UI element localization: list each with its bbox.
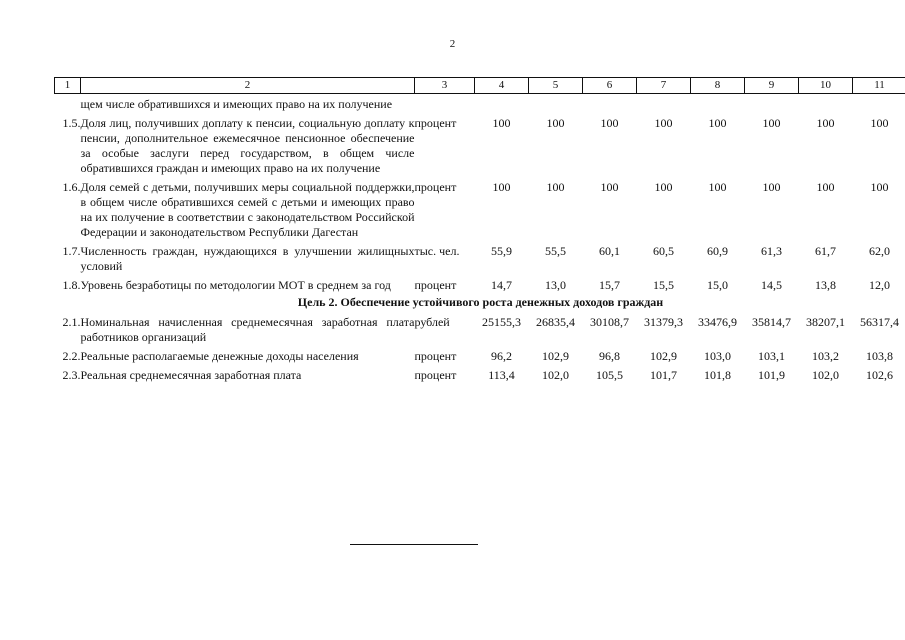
indicator-value: 100 [546,180,565,194]
indicator-value: 100 [816,180,835,194]
indicator-value: 60,9 [707,244,728,258]
indicator-value: 12,0 [869,278,890,292]
indicator-value: 100 [870,180,889,194]
indicator-value: 55,5 [545,244,566,258]
indicator-value: 14,7 [491,278,512,292]
column-header: 11 [853,78,905,94]
indicator-name: Численность граждан, нуждающихся в улучшении жилищных условий [80,244,415,273]
unit-of-measure: процент [414,278,457,292]
indicator-value: 13,8 [815,278,836,292]
column-header: 9 [745,78,799,94]
column-header: 4 [475,78,529,94]
row-number: 2.1. [62,315,81,329]
table-body-goal-1 [55,94,905,294]
indicator-value: 103,0 [704,349,731,363]
indicator-value: 14,5 [761,278,782,292]
goal-heading: Цель 2. Обеспечение устойчивого роста денежных доходов граждан [297,295,664,309]
unit-of-measure: рублей [414,315,450,329]
table-body-goal-2 [55,311,905,383]
indicator-name: Доля лиц, получивших доплату к пенсии, социальную доплату к пенсии, дополнительное ежемесячное пенсионное обеспечение за особые заслуги перед государством, в общем числе обратившихся граждан и имеющих право на их получение [80,116,415,175]
indicator-value: 100 [654,116,673,130]
indicator-value: 102,0 [542,368,569,382]
indicator-value: 100 [600,116,619,130]
table-row [55,176,905,240]
indicator-value: 60,1 [599,244,620,258]
goal-row [55,293,905,311]
table-row [55,274,905,293]
indicator-value: 26835,4 [536,315,575,329]
unit-of-measure: процент [414,349,457,363]
indicator-value: 101,7 [650,368,677,382]
indicator-value: 100 [762,116,781,130]
indicator-value: 113,4 [488,368,515,382]
table-row [55,345,905,364]
separator-line [350,544,478,545]
indicator-value: 55,9 [491,244,512,258]
indicator-name: Номинальная начисленная среднемесячная заработная плата работников организаций [80,315,415,344]
indicator-value: 101,9 [758,368,785,382]
indicator-value: 15,0 [707,278,728,292]
row-number: 1.7. [62,244,81,258]
row-number: 1.8. [62,278,81,292]
indicator-value: 100 [870,116,889,130]
indicator-value: 100 [654,180,673,194]
table-row [55,112,905,176]
indicator-value: 33476,9 [698,315,737,329]
row-number: 2.3. [62,368,81,382]
indicator-value: 100 [600,180,619,194]
indicator-name: щем числе обратившихся и имеющих право на их получение [80,97,393,111]
page-number: 2 [449,38,456,50]
indicator-value: 56317,4 [860,315,899,329]
column-header: 3 [415,78,475,94]
indicator-value: 102,0 [812,368,839,382]
table-row [55,364,905,383]
indicator-name: Реальные располагаемые денежные доходы населения [80,349,359,363]
indicator-value: 100 [708,180,727,194]
goal-section [55,293,905,311]
unit-of-measure: тыс. чел. [414,244,460,258]
indicator-value: 25155,3 [482,315,521,329]
row-number: 1.6. [62,180,81,194]
column-header: 2 [81,78,415,94]
indicator-value: 61,7 [815,244,836,258]
indicator-value: 62,0 [869,244,890,258]
indicator-value: 15,7 [599,278,620,292]
indicator-value: 31379,3 [644,315,683,329]
indicator-value: 60,5 [653,244,674,258]
indicator-value: 102,9 [542,349,569,363]
column-header: 10 [799,78,853,94]
indicator-value: 38207,1 [806,315,845,329]
indicator-value: 61,3 [761,244,782,258]
column-header: 1 [55,78,81,94]
indicator-value: 96,2 [491,349,512,363]
indicator-value: 103,2 [812,349,839,363]
indicator-value: 30108,7 [590,315,629,329]
unit-of-measure: процент [414,116,457,130]
row-number: 2.2. [62,349,81,363]
table-row [55,311,905,345]
indicator-value: 96,8 [599,349,620,363]
continuation-row [55,94,905,113]
indicator-value: 100 [546,116,565,130]
indicator-value: 102,9 [650,349,677,363]
indicator-value: 100 [708,116,727,130]
indicator-value: 105,5 [596,368,623,382]
table-row [55,240,905,274]
indicator-value: 101,8 [704,368,731,382]
indicator-name: Уровень безработицы по методологии МОТ в среднем за год [80,278,391,292]
row-number: 1.5. [62,116,81,130]
header-row [55,78,905,94]
indicator-value: 100 [492,180,511,194]
indicator-value: 102,6 [866,368,893,382]
indicator-value: 13,0 [545,278,566,292]
indicators-table [54,77,905,383]
unit-of-measure: процент [414,368,457,382]
indicator-value: 15,5 [653,278,674,292]
indicator-value: 100 [762,180,781,194]
column-header: 7 [637,78,691,94]
indicator-name: Доля семей с детьми, получивших меры социальной поддержки, в общем числе обратившихся семей с детьми и имеющих право на их получение в соответствии с законодательством Российской Федерации и законодательством Республики Дагестан [80,180,415,239]
indicator-name: Реальная среднемесячная заработная плата [80,368,302,382]
column-header: 8 [691,78,745,94]
column-header: 5 [529,78,583,94]
indicator-value: 103,1 [758,349,785,363]
unit-of-measure: процент [414,180,457,194]
indicator-value: 100 [492,116,511,130]
indicator-value: 100 [816,116,835,130]
indicator-value: 35814,7 [752,315,791,329]
indicator-value: 103,8 [866,349,893,363]
column-header: 6 [583,78,637,94]
